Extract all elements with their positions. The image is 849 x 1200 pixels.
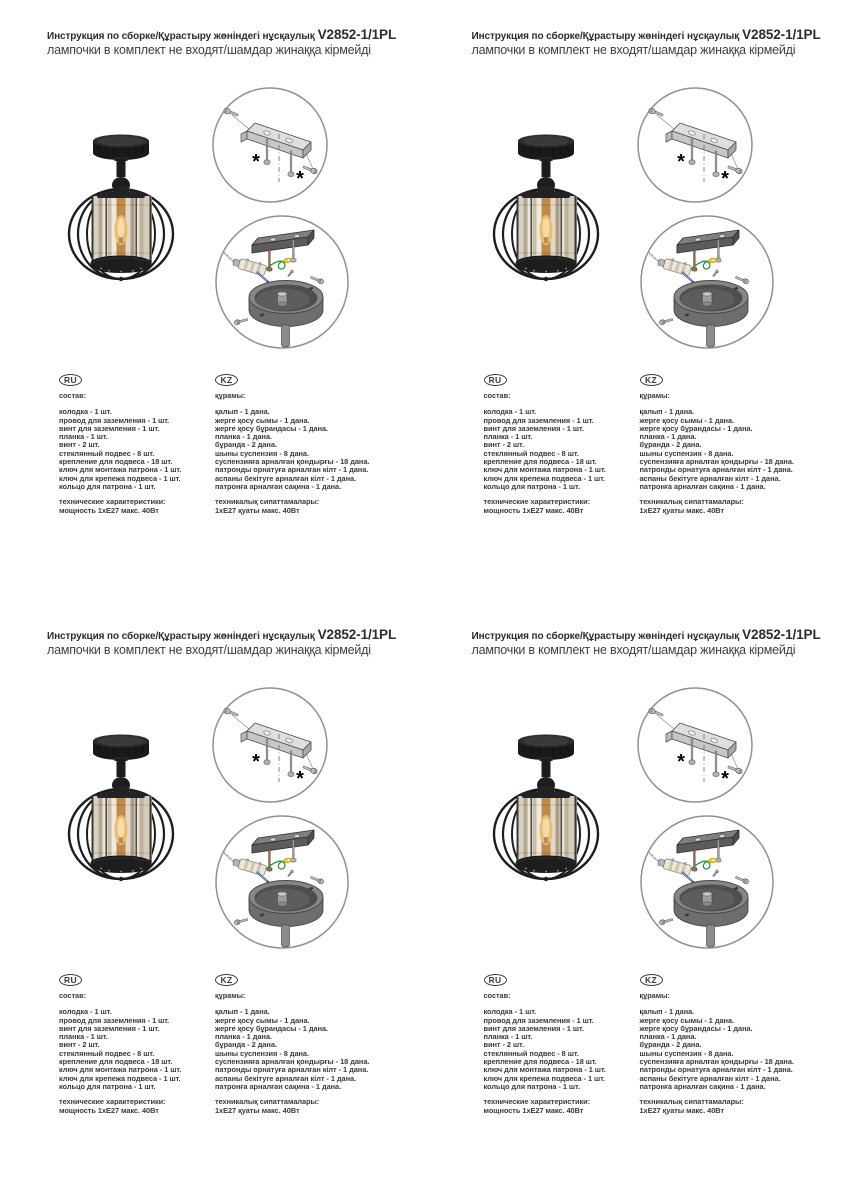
ru-specs: [59, 1098, 209, 1115]
canopy-wiring-diagram: [212, 212, 352, 352]
crystal-shade: [92, 192, 153, 265]
bulbs-not-included-note: лампочки в комплект не входят/шамдар жинаққа кірмейді: [471, 643, 796, 657]
kz-specs: [215, 1098, 415, 1115]
panel-header: [472, 27, 821, 57]
component-item: патронға арналған сақина - 1 дана.: [215, 481, 342, 491]
ru-specs-value: мощность 1хЕ27 макс. 40Вт: [59, 1105, 159, 1115]
component-item: стеклянный подвес - 8 шт.: [59, 1048, 155, 1058]
bulbs-not-included-note: лампочки в комплект не входят/шамдар жинаққа кірмейді: [471, 43, 796, 57]
ru-section-label: состав:: [483, 991, 511, 1000]
lamp-illustration: [489, 733, 604, 883]
ceiling-canopy: [518, 735, 574, 761]
kz-section-label: құрамы:: [639, 991, 670, 1000]
canopy-hub: [702, 292, 712, 306]
component-item: бұранда - 2 дана.: [215, 1040, 277, 1050]
component-item: провод для заземления - 1 шт.: [59, 1015, 170, 1025]
component-item: жерге қосу сымы - 1 дана.: [639, 415, 735, 425]
component-item: жерге қосу сымы - 1 дана.: [215, 415, 310, 425]
canopy-stem: [706, 925, 714, 947]
kz-badge: KZ: [640, 974, 663, 986]
component-item: жерге қосу бұрандасы - 1 дана.: [215, 1023, 329, 1033]
component-item: қалып - 1 дана.: [215, 407, 270, 417]
component-item: кольцо для патрона - 1 шт.: [59, 1081, 156, 1091]
component-item: ключ для крепежа подвеса - 1 шт.: [483, 473, 606, 483]
component-item: планка - 1 дана.: [639, 1032, 697, 1042]
ru-section: [59, 374, 209, 515]
screw-marker-asterisk-left: *: [252, 751, 260, 773]
instruction-panel: [0, 0, 425, 600]
component-item: суспензияға арналған қондырғы - 18 дана.: [639, 1057, 794, 1067]
kz-badge: KZ: [640, 374, 663, 386]
ru-component-list: [59, 1008, 209, 1091]
ru-specs: [484, 498, 634, 515]
component-item: винт - 2 шт.: [59, 1040, 100, 1050]
component-item: ключ для монтажа патрона - 1 шт.: [483, 465, 606, 475]
shade-bottom-ring: [91, 256, 151, 273]
ru-section-label: состав:: [59, 391, 87, 400]
assembly-title-text: Инструкция по сборке/Құрастыру жөніндегі нұсқаулық: [471, 31, 740, 42]
kz-specs: [640, 1098, 840, 1115]
canopy-hub: [277, 892, 287, 906]
kz-section-label: құрамы:: [215, 991, 246, 1000]
ru-specs-value: мощность 1хЕ27 макс. 40Вт: [483, 505, 584, 515]
ru-specs-label: технические характеристики:: [483, 1097, 591, 1107]
kz-badge: KZ: [215, 974, 238, 986]
ceiling-canopy: [518, 135, 574, 161]
lamp-stem: [112, 757, 130, 795]
lamp-stem: [112, 157, 130, 195]
component-item: стеклянный подвес - 8 шт.: [483, 448, 579, 458]
component-item: кольцо для патрона - 1 шт.: [483, 1081, 580, 1091]
component-item: крепление для подвеса - 18 шт.: [59, 457, 173, 467]
component-item: аспаны бекітуге арналған кілт - 1 дана.: [215, 473, 357, 483]
kz-specs-value: 1хЕ27 қуаты макс. 40Вт: [639, 1105, 725, 1115]
ru-specs-value: мощность 1хЕ27 макс. 40Вт: [483, 1105, 584, 1115]
component-item: шыны суспензия - 8 дана.: [639, 1048, 734, 1058]
kz-specs-label: техникалық сипаттамалары:: [639, 1097, 744, 1107]
component-item: суспензияға арналған қондырғы - 18 дана.: [215, 457, 370, 467]
component-item: колодка - 1 шт.: [483, 407, 537, 417]
instruction-panel: [425, 600, 849, 1200]
model-number: V2852-1/1PL: [742, 27, 821, 42]
model-number: V2852-1/1PL: [742, 627, 821, 642]
lamp-illustration: [64, 133, 179, 283]
screw-marker-asterisk-right: *: [296, 768, 304, 790]
kz-component-list: [215, 408, 415, 491]
bracket-mounting-diagram: [210, 85, 330, 205]
screw-marker-asterisk-right: *: [720, 168, 729, 190]
bulbs-not-included-note: лампочки в комплект не входят/шамдар жинаққа кірмейді: [47, 43, 371, 57]
lamp-stem: [537, 757, 555, 795]
component-item: крепление для подвеса - 18 шт.: [483, 1057, 597, 1067]
ru-badge: RU: [59, 374, 82, 386]
kz-section: [640, 374, 840, 515]
crystal-shade: [516, 792, 577, 865]
component-item: жерге қосу бұрандасы - 1 дана.: [639, 423, 753, 433]
component-item: шыны суспензия - 8 дана.: [215, 448, 309, 458]
component-item: кольцо для патрона - 1 шт.: [483, 481, 580, 491]
component-item: винт для заземления - 1 шт.: [483, 423, 584, 433]
component-item: планка - 1 шт.: [59, 1032, 108, 1042]
crystal-shade: [92, 792, 153, 865]
ru-component-list: [484, 1008, 634, 1091]
ru-badge: RU: [484, 974, 507, 986]
bulb-glow: [115, 215, 128, 245]
canopy-stem: [282, 925, 290, 947]
component-item: қалып - 1 дана.: [215, 1007, 270, 1017]
component-item: жерге қосу бұрандасы - 1 дана.: [215, 423, 329, 433]
ru-specs-label: технические характеристики:: [483, 497, 591, 507]
component-item: бұранда - 2 дана.: [215, 440, 277, 450]
canopy-wiring-diagram: [212, 812, 352, 952]
component-item: патронға арналған сақина - 1 дана.: [639, 481, 766, 491]
component-item: аспаны бекітуге арналған кілт - 1 дана.: [215, 1073, 357, 1083]
component-item: бұранда - 2 дана.: [639, 440, 702, 450]
screw-marker-asterisk-left: *: [676, 151, 685, 173]
assembly-title-text: Инструкция по сборке/Құрастыру жөніндегі нұсқаулық: [47, 631, 315, 642]
component-item: патронды орнатуға арналған кілт - 1 дана.: [639, 465, 793, 475]
component-item: патронды орнатуға арналған кілт - 1 дана.: [639, 1065, 793, 1075]
component-item: жерге қосу бұрандасы - 1 дана.: [639, 1023, 753, 1033]
kz-component-list: [640, 408, 840, 491]
bulb-glow: [539, 815, 552, 845]
component-item: ключ для монтажа патрона - 1 шт.: [59, 1065, 182, 1075]
component-item: шыны суспензия - 8 дана.: [639, 448, 734, 458]
ru-badge: RU: [59, 974, 82, 986]
component-item: патронға арналған сақина - 1 дана.: [639, 1081, 766, 1091]
canopy-stem: [706, 325, 714, 347]
component-item: қалып - 1 дана.: [639, 407, 695, 417]
kz-specs-value: 1хЕ27 қуаты макс. 40Вт: [215, 505, 300, 515]
component-item: бұранда - 2 дана.: [639, 1040, 702, 1050]
canopy-hub: [277, 292, 287, 306]
kz-section-label: құрамы:: [215, 391, 246, 400]
shade-bottom-ring: [516, 256, 576, 273]
component-item: планка - 1 шт.: [483, 432, 533, 442]
component-item: провод для заземления - 1 шт.: [483, 1015, 594, 1025]
ceiling-canopy: [93, 735, 149, 761]
kz-section-label: құрамы:: [639, 391, 670, 400]
assembly-title-text: Инструкция по сборке/Құрастыру жөніндегі нұсқаулық: [47, 31, 315, 42]
component-item: стеклянный подвес - 8 шт.: [483, 1048, 579, 1058]
assembly-title-text: Инструкция по сборке/Құрастыру жөніндегі нұсқаулық: [471, 631, 740, 642]
screw-marker-asterisk-right: *: [296, 168, 304, 190]
component-item: винт - 2 шт.: [483, 1040, 524, 1050]
canopy-stem: [282, 325, 290, 347]
component-item: колодка - 1 шт.: [59, 1007, 112, 1017]
kz-specs-value: 1хЕ27 қуаты макс. 40Вт: [215, 1105, 300, 1115]
component-item: планка - 1 дана.: [639, 432, 697, 442]
lamp-illustration: [489, 133, 604, 283]
ru-section-label: состав:: [59, 991, 87, 1000]
ru-section-label: состав:: [483, 391, 511, 400]
bracket-mounting-diagram: [635, 85, 755, 205]
ru-specs: [484, 1098, 634, 1115]
ru-specs-label: технические характеристики:: [59, 1097, 166, 1107]
component-item: ключ для крепежа подвеса - 1 шт.: [483, 1073, 606, 1083]
component-item: винт для заземления - 1 шт.: [59, 423, 160, 433]
bracket-mounting-diagram: [210, 685, 330, 805]
instruction-panel: [425, 0, 849, 600]
kz-component-list: [640, 1008, 840, 1091]
canopy-wiring-diagram: [637, 812, 777, 952]
kz-section: [215, 374, 415, 515]
kz-specs-label: техникалық сипаттамалары:: [639, 497, 744, 507]
component-item: крепление для подвеса - 18 шт.: [59, 1057, 173, 1067]
lamp-illustration: [64, 733, 179, 883]
kz-badge: KZ: [215, 374, 238, 386]
model-number: V2852-1/1PL: [317, 27, 397, 42]
shade-bottom-ring: [91, 856, 151, 873]
kz-specs-label: техникалық сипаттамалары:: [215, 497, 320, 507]
component-item: ключ для крепежа подвеса - 1 шт.: [59, 1073, 181, 1083]
instruction-panel: [0, 600, 425, 1200]
kz-specs: [640, 498, 840, 515]
component-item: патронды орнатуға арналған кілт - 1 дана.: [215, 465, 369, 475]
panel-header: [47, 627, 396, 657]
component-item: планка - 1 дана.: [215, 1032, 272, 1042]
component-item: қалып - 1 дана.: [639, 1007, 695, 1017]
kz-specs-label: техникалық сипаттамалары:: [215, 1097, 320, 1107]
component-item: патронға арналған сақина - 1 дана.: [215, 1081, 342, 1091]
component-item: винт для заземления - 1 шт.: [483, 1023, 584, 1033]
component-item: винт - 2 шт.: [59, 440, 100, 450]
component-item: патронды орнатуға арналған кілт - 1 дана.: [215, 1065, 369, 1075]
canopy-wiring-diagram: [637, 212, 777, 352]
assembly-title: [472, 627, 821, 642]
component-item: провод для заземления - 1 шт.: [483, 415, 594, 425]
ru-section: [484, 974, 634, 1115]
kz-section: [640, 974, 840, 1115]
component-item: провод для заземления - 1 шт.: [59, 415, 170, 425]
kz-component-list: [215, 1008, 415, 1091]
component-item: ключ для крепежа подвеса - 1 шт.: [59, 473, 181, 483]
kz-specs-value: 1хЕ27 қуаты макс. 40Вт: [639, 505, 725, 515]
screw-marker-asterisk-left: *: [252, 151, 260, 173]
bracket-mounting-diagram: [635, 685, 755, 805]
component-item: крепление для подвеса - 18 шт.: [483, 457, 597, 467]
ru-component-list: [59, 408, 209, 491]
component-item: шыны суспензия - 8 дана.: [215, 1048, 309, 1058]
component-item: планка - 1 шт.: [59, 432, 108, 442]
component-item: кольцо для патрона - 1 шт.: [59, 481, 156, 491]
bulb-glow: [539, 215, 552, 245]
model-number: V2852-1/1PL: [317, 627, 397, 642]
component-item: планка - 1 шт.: [483, 1032, 533, 1042]
component-item: аспаны бекітуге арналған кілт - 1 дана.: [639, 473, 781, 483]
screw-marker-asterisk-left: *: [676, 751, 685, 773]
screw-marker-asterisk-right: *: [720, 768, 729, 790]
component-item: ключ для монтажа патрона - 1 шт.: [59, 465, 182, 475]
component-item: планка - 1 дана.: [215, 432, 272, 442]
ru-component-list: [484, 408, 634, 491]
component-item: суспензияға арналған қондырғы - 18 дана.: [639, 457, 794, 467]
shade-bottom-ring: [516, 856, 576, 873]
ru-section: [59, 974, 209, 1115]
component-item: ключ для монтажа патрона - 1 шт.: [483, 1065, 606, 1075]
ceiling-canopy: [93, 135, 149, 161]
bulbs-not-included-note: лампочки в комплект не входят/шамдар жинаққа кірмейді: [47, 643, 371, 657]
panel-header: [472, 627, 821, 657]
component-item: аспаны бекітуге арналған кілт - 1 дана.: [639, 1073, 781, 1083]
component-item: колодка - 1 шт.: [59, 407, 112, 417]
assembly-title: [47, 627, 396, 642]
ru-specs-value: мощность 1хЕ27 макс. 40Вт: [59, 505, 159, 515]
lamp-stem: [537, 157, 555, 195]
component-item: суспензияға арналған қондырғы - 18 дана.: [215, 1057, 370, 1067]
ru-section: [484, 374, 634, 515]
ru-badge: RU: [484, 374, 507, 386]
assembly-title: [472, 27, 821, 42]
ru-specs: [59, 498, 209, 515]
assembly-title: [47, 27, 396, 42]
bulb-glow: [115, 815, 128, 845]
kz-specs: [215, 498, 415, 515]
panel-header: [47, 27, 396, 57]
component-item: винт - 2 шт.: [483, 440, 524, 450]
component-item: колодка - 1 шт.: [483, 1007, 537, 1017]
canopy-hub: [702, 892, 712, 906]
ru-specs-label: технические характеристики:: [59, 497, 166, 507]
crystal-shade: [516, 192, 577, 265]
component-item: жерге қосу сымы - 1 дана.: [215, 1015, 310, 1025]
kz-section: [215, 974, 415, 1115]
component-item: жерге қосу сымы - 1 дана.: [639, 1015, 735, 1025]
component-item: стеклянный подвес - 8 шт.: [59, 448, 155, 458]
component-item: винт для заземления - 1 шт.: [59, 1023, 160, 1033]
